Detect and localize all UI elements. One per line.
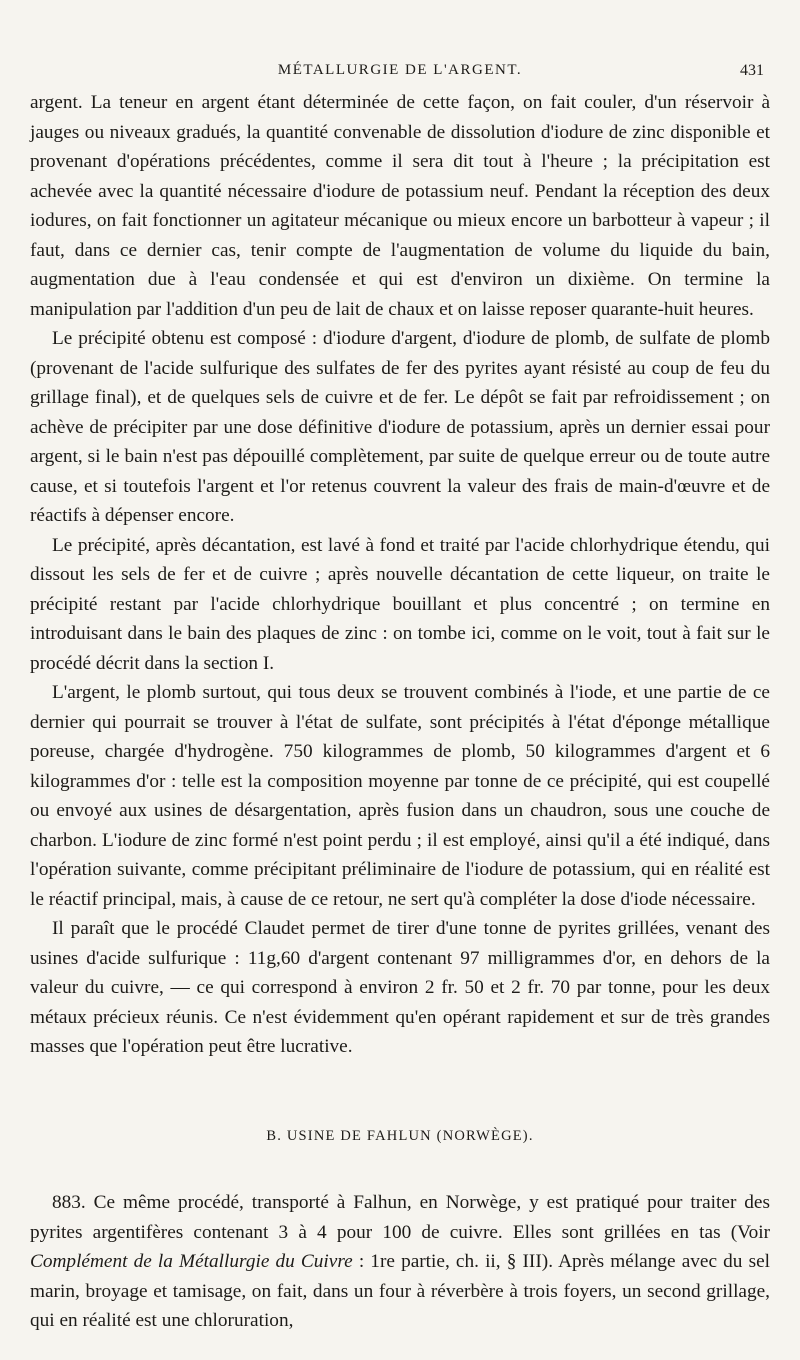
- running-title: MÉTALLURGIE DE L'ARGENT.: [277, 62, 523, 78]
- paragraph: Le précipité, après décantation, est lavé à fond et traité par l'acide chlorhydrique étendu, qui dissout les sels de fer et de cuivre ; après nouvelle décantation de cette liqueur, on traite le précipité restant par l'acide chlorhydrique bouillant et plus concentré ; on termine en introduisant dans le bain des plaques de zinc : on tombe ici, comme on le voit, tout à fait sur le procédé décrit dans la section I.: [30, 534, 770, 674]
- section-text-start: 883. Ce même procédé, transporté à Falhun, en Norwège, y est pratiqué pour traiter des pyrites argentifères contenant 3 à 4 pour 100 de cuivre. Elles sont grillées en tas (Voir: [30, 1192, 770, 1243]
- body-text: [30, 88, 770, 1062]
- paragraph: Le précipité obtenu est composé : d'iodure d'argent, d'iodure de plomb, de sulfate de plomb (provenant de l'acide sulfurique des sulfates de fer des pyrites ayant résisté au coup de feu du grillage final), et de quelques sels de cuivre et de fer. Le dépôt se fait par refroidissement ; on achève de précipiter par une dose définitive d'iodure de potassium, après un dernier essai pour argent, si le bain n'est pas dépouillé complètement, par suite de quelque erreur ou de toute autre cause, et si toutefois l'argent et l'or retenus couvrent la valeur des frais de main-d'œuvre et de réactifs à dépenser encore.: [30, 328, 770, 526]
- paragraph: Il paraît que le procédé Claudet permet de tirer d'une tonne de pyrites grillées, venant des usines d'acide sulfurique : 11g,60 d'argent contenant 97 milligrammes d'or, en dehors de la valeur du cuivre, — ce qui correspond à environ 2 fr. 50 et 2 fr. 70 par tonne, pour les deux métaux précieux réunis. Ce n'est évidemment qu'en opérant rapidement et sur de très grandes masses que l'opération peut être lucrative.: [30, 918, 770, 1057]
- section-body: [30, 1188, 770, 1336]
- section-heading: B. USINE DE FAHLUN (NORWÈGE).: [266, 1128, 534, 1144]
- section-text-end: : 1re partie, ch. ii, § III). Après mélange avec du sel marin, broyage et tamisage, on fait, dans un four à réverbère à trois foyers, un second grillage, qui en réalité est une chloruration,: [30, 1251, 770, 1331]
- section-paragraph: [30, 1188, 770, 1336]
- paragraph: L'argent, le plomb surtout, qui tous deux se trouvent combinés à l'iode, et une partie de ce dernier qui pourrait se trouver à l'état de sulfate, sont précipités à l'état d'éponge métallique poreuse, chargée d'hydrogène. 750 kilogrammes de plomb, 50 kilogrammes d'argent et 6 kilogrammes d'or : telle est la composition moyenne par tonne de ce précipité, qui est coupellé ou envoyé aux usines de désargentation, après fusion dans un chaudron, sous une couche de charbon. L'iodure de zinc formé n'est point perdu ; il est employé, ainsi qu'il a été indiqué, dans l'opération suivante, comme précipitant préliminaire de l'iodure de potassium, qui en réalité est le réactif principal, mais, à cause de ce retour, ne sert qu'à compléter la dose d'iode nécessaire.: [30, 682, 770, 910]
- running-head: [30, 58, 770, 84]
- book-reference: Complément de la Métallurgie du Cuivre: [30, 1251, 353, 1272]
- paragraph-continuation: argent. La teneur en argent étant déterminée de cette façon, on fait couler, d'un réservoir à jauges ou niveaux gradués, la quantité convenable de dissolution d'iodure de zinc disponible et provenant d'opérations précédentes, comme il sera dit tout à l'heure ; la précipitation est achevée avec la quantité nécessaire d'iodure de potassium neuf. Pendant la réception des deux iodures, on fait fonctionner un agitateur mécanique ou mieux encore un barbotteur à vapeur ; il faut, dans ce dernier cas, tenir compte de l'augmentation de volume du liquide du bain, augmentation due à l'eau condensée et qui est d'environ un dixième. On termine la manipulation par l'addition d'un peu de lait de chaux et on laisse reposer quarante-huit heures.: [30, 92, 770, 320]
- page-number: 431: [740, 62, 764, 79]
